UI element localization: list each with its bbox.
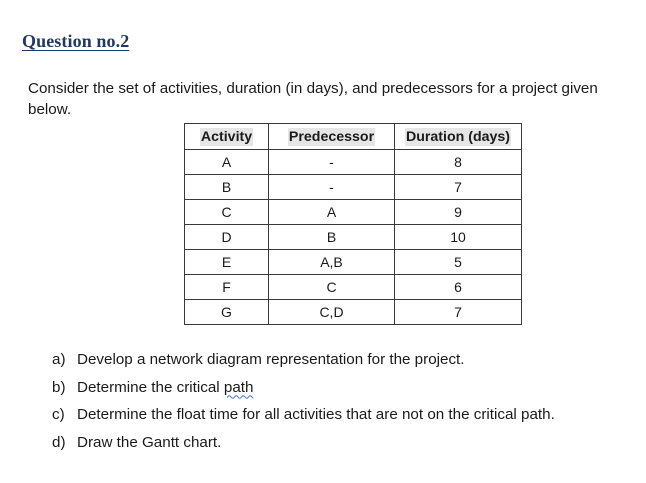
question-text: Determine the critical [77, 378, 224, 396]
question-item-c [52, 401, 555, 429]
question-text: Draw the Gantt chart. [77, 433, 222, 451]
cell-activity: C [185, 200, 269, 225]
question-marker: b) [52, 378, 66, 396]
spellcheck-underlined-word: path [223, 378, 254, 396]
cell-predecessor: - [269, 175, 395, 200]
table-header-row [185, 124, 522, 150]
cell-duration: 9 [395, 200, 522, 225]
header-duration: Duration (days) [395, 124, 522, 150]
table-row [185, 250, 522, 275]
cell-activity: G [185, 300, 269, 325]
intro-paragraph: Consider the set of activities, duration (in days), and predecessors for a project given below. [28, 80, 598, 118]
cell-duration: 7 [395, 175, 522, 200]
cell-activity: B [185, 175, 269, 200]
cell-activity: D [185, 225, 269, 250]
header-predecessor: Predecessor [269, 124, 395, 150]
table-row [185, 150, 522, 175]
cell-predecessor: A,B [269, 250, 395, 275]
cell-activity: F [185, 275, 269, 300]
question-marker: d) [52, 433, 66, 451]
question-list [52, 346, 555, 456]
table-row [185, 300, 522, 325]
question-text: Develop a network diagram representation for the project. [77, 351, 465, 368]
cell-predecessor: C,D [269, 300, 395, 325]
table-row [185, 275, 522, 300]
cell-activity: E [185, 250, 269, 275]
cell-duration: 5 [395, 250, 522, 275]
cell-duration: 7 [395, 300, 522, 325]
question-heading: Question no.2 [22, 31, 130, 51]
cell-predecessor: B [269, 225, 395, 250]
table-row [185, 175, 522, 200]
cell-duration: 10 [395, 225, 522, 250]
cell-predecessor: A [269, 200, 395, 225]
header-activity: Activity [185, 124, 269, 150]
cell-predecessor: C [269, 275, 395, 300]
cell-duration: 6 [395, 275, 522, 300]
question-marker: c) [52, 406, 65, 423]
cell-duration: 8 [395, 150, 522, 175]
question-item-d [52, 429, 555, 457]
question-text: Determine the float time for all activities that are not on the critical path. [77, 406, 555, 423]
table-row [185, 225, 522, 250]
cell-predecessor: - [269, 150, 395, 175]
question-marker: a) [52, 351, 66, 368]
activity-table [184, 123, 522, 325]
question-item-a [52, 346, 555, 374]
cell-activity: A [185, 150, 269, 175]
table-row [185, 200, 522, 225]
question-item-b [52, 374, 555, 402]
